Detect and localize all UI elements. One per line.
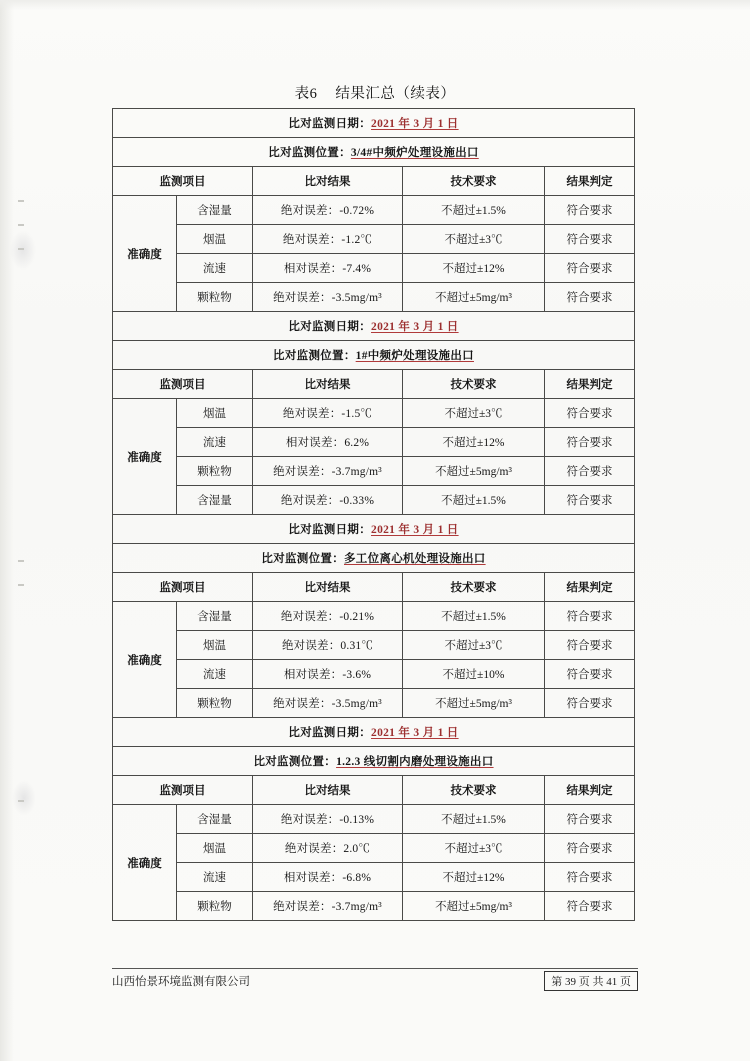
location-band-row bbox=[113, 747, 635, 776]
header-comparison-result: 比对结果 bbox=[253, 167, 403, 196]
cell-technical-requirement: 不超过±5mg/m³ bbox=[403, 283, 545, 312]
cell-judgement: 符合要求 bbox=[545, 689, 635, 718]
header-judgement: 结果判定 bbox=[545, 167, 635, 196]
cell-judgement: 符合要求 bbox=[545, 283, 635, 312]
cell-technical-requirement: 不超过±1.5% bbox=[403, 805, 545, 834]
cell-judgement: 符合要求 bbox=[545, 254, 635, 283]
table-row bbox=[113, 602, 635, 631]
cell-monitoring-item: 烟温 bbox=[177, 631, 253, 660]
header-technical-requirement: 技术要求 bbox=[403, 573, 545, 602]
header-comparison-result: 比对结果 bbox=[253, 573, 403, 602]
location-label: 比对监测位置： bbox=[261, 553, 344, 565]
page-footer bbox=[112, 968, 638, 995]
table-row bbox=[113, 834, 635, 863]
cell-judgement: 符合要求 bbox=[545, 428, 635, 457]
cell-monitoring-item: 颗粒物 bbox=[177, 892, 253, 921]
cell-technical-requirement: 不超过±3℃ bbox=[403, 399, 545, 428]
cell-technical-requirement: 不超过±1.5% bbox=[403, 486, 545, 515]
table-row bbox=[113, 863, 635, 892]
cell-comparison-result: 绝对误差：-3.5mg/m³ bbox=[253, 689, 403, 718]
cell-comparison-result: 绝对误差：-0.33% bbox=[253, 486, 403, 515]
date-label: 比对监测日期： bbox=[288, 321, 372, 333]
cell-judgement: 符合要求 bbox=[545, 457, 635, 486]
comparison-date-band bbox=[113, 312, 635, 341]
page-title bbox=[0, 82, 750, 103]
date-label: 比对监测日期： bbox=[288, 524, 372, 536]
date-band-row bbox=[113, 718, 635, 747]
location-label: 比对监测位置： bbox=[253, 756, 337, 768]
cell-comparison-result: 相对误差：-6.8% bbox=[253, 863, 403, 892]
cell-comparison-result: 绝对误差：-3.7mg/m³ bbox=[253, 457, 403, 486]
table-row bbox=[113, 196, 635, 225]
margin-marks bbox=[18, 200, 30, 900]
cell-monitoring-item: 颗粒物 bbox=[177, 689, 253, 718]
date-band-row bbox=[113, 312, 635, 341]
location-label: 比对监测位置： bbox=[268, 147, 351, 159]
cell-monitoring-item: 烟温 bbox=[177, 225, 253, 254]
date-band-row bbox=[113, 109, 635, 138]
cell-monitoring-item: 流速 bbox=[177, 863, 253, 892]
cell-judgement: 符合要求 bbox=[545, 660, 635, 689]
table-row bbox=[113, 428, 635, 457]
cell-monitoring-item: 流速 bbox=[177, 254, 253, 283]
cell-judgement: 符合要求 bbox=[545, 892, 635, 921]
cell-technical-requirement: 不超过±1.5% bbox=[403, 196, 545, 225]
scan-edge-left bbox=[0, 0, 14, 1061]
results-table bbox=[112, 108, 635, 921]
cell-judgement: 符合要求 bbox=[545, 196, 635, 225]
table-row bbox=[113, 689, 635, 718]
cell-monitoring-item: 烟温 bbox=[177, 834, 253, 863]
cell-technical-requirement: 不超过±1.5% bbox=[403, 602, 545, 631]
location-value: 1#中频炉处理设施出口 bbox=[355, 350, 474, 362]
location-band-row bbox=[113, 544, 635, 573]
cell-judgement: 符合要求 bbox=[545, 631, 635, 660]
accuracy-label-cell: 准确度 bbox=[113, 805, 177, 921]
comparison-location-band bbox=[113, 138, 635, 167]
accuracy-label-cell: 准确度 bbox=[113, 196, 177, 312]
header-monitoring-item: 监测项目 bbox=[113, 370, 253, 399]
location-value: 多工位离心机处理设施出口 bbox=[344, 553, 486, 565]
results-table-body bbox=[113, 109, 635, 921]
comparison-location-band bbox=[113, 747, 635, 776]
results-table-wrapper bbox=[112, 108, 634, 921]
cell-comparison-result: 绝对误差：-0.13% bbox=[253, 805, 403, 834]
table-row bbox=[113, 457, 635, 486]
location-band-row bbox=[113, 138, 635, 167]
table-row bbox=[113, 631, 635, 660]
date-label: 比对监测日期： bbox=[288, 727, 372, 739]
table-row bbox=[113, 254, 635, 283]
table-row bbox=[113, 660, 635, 689]
date-value: 2021 年 3 月 1 日 bbox=[371, 321, 459, 333]
header-monitoring-item: 监测项目 bbox=[113, 167, 253, 196]
cell-monitoring-item: 含湿量 bbox=[177, 602, 253, 631]
header-monitoring-item: 监测项目 bbox=[113, 573, 253, 602]
cell-technical-requirement: 不超过±5mg/m³ bbox=[403, 457, 545, 486]
cell-comparison-result: 绝对误差：-0.72% bbox=[253, 196, 403, 225]
cell-comparison-result: 相对误差：-7.4% bbox=[253, 254, 403, 283]
header-comparison-result: 比对结果 bbox=[253, 370, 403, 399]
table-caption: 结果汇总（续表） bbox=[335, 86, 456, 102]
cell-technical-requirement: 不超过±12% bbox=[403, 254, 545, 283]
table-number: 表6 bbox=[294, 86, 318, 102]
cell-technical-requirement: 不超过±5mg/m³ bbox=[403, 892, 545, 921]
cell-comparison-result: 绝对误差：-1.2℃ bbox=[253, 225, 403, 254]
cell-judgement: 符合要求 bbox=[545, 863, 635, 892]
footer-company: 山西怡景环境监测有限公司 bbox=[112, 976, 250, 988]
comparison-date-band bbox=[113, 515, 635, 544]
header-judgement: 结果判定 bbox=[545, 573, 635, 602]
footer-page-number: 第 39 页 共 41 页 bbox=[544, 971, 638, 991]
cell-comparison-result: 绝对误差：-0.21% bbox=[253, 602, 403, 631]
cell-monitoring-item: 含湿量 bbox=[177, 805, 253, 834]
date-value: 2021 年 3 月 1 日 bbox=[371, 524, 459, 536]
date-band-row bbox=[113, 515, 635, 544]
accuracy-label-cell: 准确度 bbox=[113, 602, 177, 718]
cell-comparison-result: 绝对误差：-3.7mg/m³ bbox=[253, 892, 403, 921]
cell-monitoring-item: 含湿量 bbox=[177, 196, 253, 225]
table-row bbox=[113, 283, 635, 312]
cell-judgement: 符合要求 bbox=[545, 805, 635, 834]
location-label: 比对监测位置： bbox=[273, 350, 356, 362]
column-header-row bbox=[113, 370, 635, 399]
table-row bbox=[113, 399, 635, 428]
cell-comparison-result: 绝对误差：-3.5mg/m³ bbox=[253, 283, 403, 312]
location-value: 1.2.3 线切割内磨处理设施出口 bbox=[336, 756, 494, 768]
comparison-date-band bbox=[113, 718, 635, 747]
header-technical-requirement: 技术要求 bbox=[403, 370, 545, 399]
cell-monitoring-item: 流速 bbox=[177, 660, 253, 689]
comparison-location-band bbox=[113, 544, 635, 573]
cell-technical-requirement: 不超过±3℃ bbox=[403, 631, 545, 660]
cell-monitoring-item: 流速 bbox=[177, 428, 253, 457]
cell-monitoring-item: 颗粒物 bbox=[177, 283, 253, 312]
cell-monitoring-item: 烟温 bbox=[177, 399, 253, 428]
cell-technical-requirement: 不超过±5mg/m³ bbox=[403, 689, 545, 718]
header-comparison-result: 比对结果 bbox=[253, 776, 403, 805]
cell-technical-requirement: 不超过±12% bbox=[403, 863, 545, 892]
header-judgement: 结果判定 bbox=[545, 370, 635, 399]
location-band-row bbox=[113, 341, 635, 370]
cell-comparison-result: 相对误差：-3.6% bbox=[253, 660, 403, 689]
cell-judgement: 符合要求 bbox=[545, 834, 635, 863]
cell-comparison-result: 相对误差：6.2% bbox=[253, 428, 403, 457]
header-technical-requirement: 技术要求 bbox=[403, 776, 545, 805]
column-header-row bbox=[113, 573, 635, 602]
header-judgement: 结果判定 bbox=[545, 776, 635, 805]
cell-technical-requirement: 不超过±10% bbox=[403, 660, 545, 689]
cell-judgement: 符合要求 bbox=[545, 399, 635, 428]
cell-technical-requirement: 不超过±12% bbox=[403, 428, 545, 457]
column-header-row bbox=[113, 167, 635, 196]
table-row bbox=[113, 805, 635, 834]
cell-judgement: 符合要求 bbox=[545, 602, 635, 631]
cell-technical-requirement: 不超过±3℃ bbox=[403, 225, 545, 254]
location-value: 3/4#中频炉处理设施出口 bbox=[350, 147, 479, 159]
cell-comparison-result: 绝对误差：0.31℃ bbox=[253, 631, 403, 660]
comparison-location-band bbox=[113, 341, 635, 370]
column-header-row bbox=[113, 776, 635, 805]
table-row bbox=[113, 225, 635, 254]
date-label: 比对监测日期： bbox=[288, 118, 372, 130]
cell-comparison-result: 绝对误差：-1.5℃ bbox=[253, 399, 403, 428]
cell-monitoring-item: 颗粒物 bbox=[177, 457, 253, 486]
accuracy-label-cell: 准确度 bbox=[113, 399, 177, 515]
date-value: 2021 年 3 月 1 日 bbox=[371, 118, 459, 130]
scan-edge-top bbox=[0, 0, 750, 10]
table-row bbox=[113, 892, 635, 921]
comparison-date-band bbox=[113, 109, 635, 138]
header-technical-requirement: 技术要求 bbox=[403, 167, 545, 196]
cell-monitoring-item: 含湿量 bbox=[177, 486, 253, 515]
table-row bbox=[113, 486, 635, 515]
date-value: 2021 年 3 月 1 日 bbox=[371, 727, 459, 739]
cell-technical-requirement: 不超过±3℃ bbox=[403, 834, 545, 863]
cell-judgement: 符合要求 bbox=[545, 486, 635, 515]
header-monitoring-item: 监测项目 bbox=[113, 776, 253, 805]
cell-judgement: 符合要求 bbox=[545, 225, 635, 254]
cell-comparison-result: 绝对误差：2.0℃ bbox=[253, 834, 403, 863]
